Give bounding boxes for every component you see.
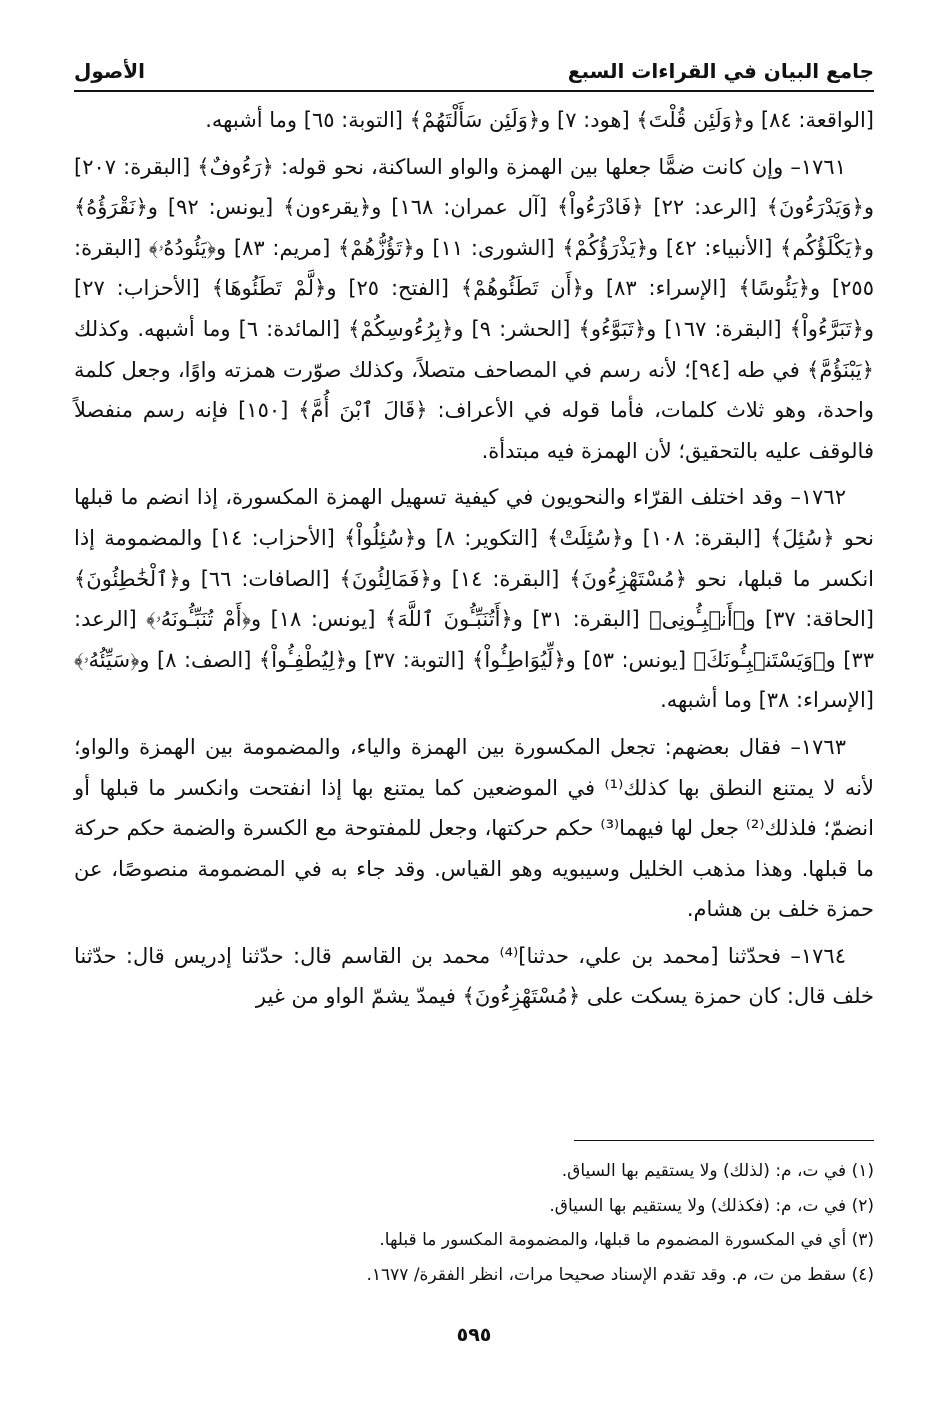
page-number: ٥٩٥ [456, 1324, 492, 1346]
header-rule [74, 90, 874, 92]
footnote-2: (٢) في ت، م: (فكذلك) ولا يستقيم بها السياق. [549, 1195, 874, 1216]
footnotes [74, 1154, 874, 1292]
main-text [74, 100, 874, 1017]
running-header [74, 52, 874, 90]
footnote-rule [574, 1140, 874, 1141]
paragraph-1763: ١٧٦٣– فقال بعضهم: تجعل المكسورة بين الهمزة والياء، والمضمومة بين الهمزة والواو؛ لأنه لا يمتنع النطق بها كذلك⁽¹⁾ في الموضعين كما يمتنع بها إذا انفتحت وانكسر ما قبلها أو انضمّ؛ فلذلك⁽²⁾ جعل لها فيهما⁽³⁾ حكم حركتها، وجعل للمفتوحة مع الكسرة والضمة حكم حركة ما قبلها. وهذا مذهب الخليل وسيبويه وهو القياس. وقد جاء به في المضمومة منصوصًا، عن حمزة خلف بن هشام. [74, 734, 874, 922]
footnote-3: (٣) أي في المكسورة المضموم ما قبلها، والمضمومة المكسور ما قبلها. [379, 1230, 874, 1250]
paragraph-1761: ١٧٦١– وإن كانت ضمًّا جعلها بين الهمزة والواو الساكنة، نحو قوله: ﴿رَءُوفٌ﴾ [البقرة: ٢٠٧] و﴿وَيَدْرَءُونَ﴾ [الرعد: ٢٢] ﴿فَادْرَءُواْ﴾ [آل عمران: ١٦٨] و﴿يقرءون﴾ [يونس: ٩٢] و﴿نَقْرَؤُهُ﴾ و﴿يَكْلَؤُكُم﴾ [الأنبياء: ٤٢] و﴿يَذْرَؤُكُمْ﴾ [الشورى: ١١] و﴿تَؤُزُّهُمْ﴾ [مريم: ٨٣] و﴿يَئُودُهُۥ﴾ [البقرة: ٢٥٥] و﴿يَئُوسًا﴾ [الإسراء: ٨٣] و﴿أَن تَطَئُوهُمْ﴾ [الفتح: ٢٥] و﴿لَّمْ تَطَئُوهَا﴾ [الأحزاب: ٢٧] و﴿تَبَرَّءُواْ﴾ [البقرة: ١٦٧] و﴿تَبَوَّءُو﴾ [الحشر: ٩] و﴿بِرُءُوسِكُمْ﴾ [المائدة: ٦] وما أشبهه. وكذلك ﴿يَبْنَؤُمَّ﴾ في طه [٩٤]؛ لأنه رسم في المصاحف متصلاً، وكذلك صوّرت همزته واوًا، وجعل كلمة واحدة، وهو ثلاث كلمات، فأما قوله في الأعراف: ﴿قَالَ ٱبْنَ أُمَّ﴾ [١٥٠] فإنه رسم منفصلاً فالوقف عليه بالتحقيق؛ لأن الهمزة فيه مبتدأة. [74, 154, 874, 463]
paragraph-1764: ١٧٦٤– فحدّثنا [محمد بن علي، حدثنا]⁽⁴⁾ محمد بن القاسم قال: حدّثنا إدريس قال: حدّثنا خلف قال: كان حمزة يسكت على ﴿مُسْتَهْزِءُونَ﴾ فيمدّ يشمّ الواو من غير [74, 943, 874, 1009]
book-page [74, 52, 874, 1392]
book-title: جامع البيان في القراءات السبع [567, 59, 874, 83]
footnote-1: (١) في ت، م: (لذلك) ولا يستقيم بها السياق. [561, 1161, 874, 1181]
footnote-4: (٤) سقط من ت، م. وقد تقدم الإسناد صحيحا مرات، انظر الفقرة/ ١٦٧٧. [366, 1264, 874, 1285]
paragraph-1762: ١٧٦٢– وقد اختلف القرّاء والنحويون في كيفية تسهيل الهمزة المكسورة، إذا انضم ما قبلها نحو ﴿سُئِلَ﴾ [البقرة: ١٠٨] و﴿سُئِلَتْ﴾ [التكوير: ٨] و﴿سُئِلُواْ﴾ [الأحزاب: ١٤] والمضمومة إذا انكسر ما قبلها، نحو ﴿مُسْتَهْزِءُونَ﴾ [البقرة: ١٤] و﴿فَمَالِئُونَ﴾ [الصافات: ٦٦] و﴿ٱلْخَٰطِئُونَ﴾ [الحاقة: ٣٧] و﴿أَنۢبِـُٔونِى﴾ [البقرة: ٣١] و﴿أَتُنَبِّـُٔونَ ٱللَّهَ﴾ [يونس: ١٨] و﴿أَمْ تُنَبِّـُٔونَهُۥ﴾ [الرعد: ٣٣] و﴿وَيَسْتَنۢبِـُٔونَكَ﴾ [يونس: ٥٣] و﴿لِّيُوَاطِـُٔواْ﴾ [التوبة: ٣٧] و﴿لِيُطْفِـُٔواْ﴾ [الصف: ٨] و﴿سَيِّئُهُۥ﴾ [الإسراء: ٣٨] وما أشبهه. [74, 485, 874, 713]
section-title: الأصول [74, 59, 145, 83]
paragraph-continuation: [الواقعة: ٨٤] و﴿وَلَئِن قُلْتَ﴾ [هود: ٧] و﴿وَلَئِن سَأَلْتَهُمْ﴾ [التوبة: ٦٥] وما أشبهه. [205, 108, 874, 132]
